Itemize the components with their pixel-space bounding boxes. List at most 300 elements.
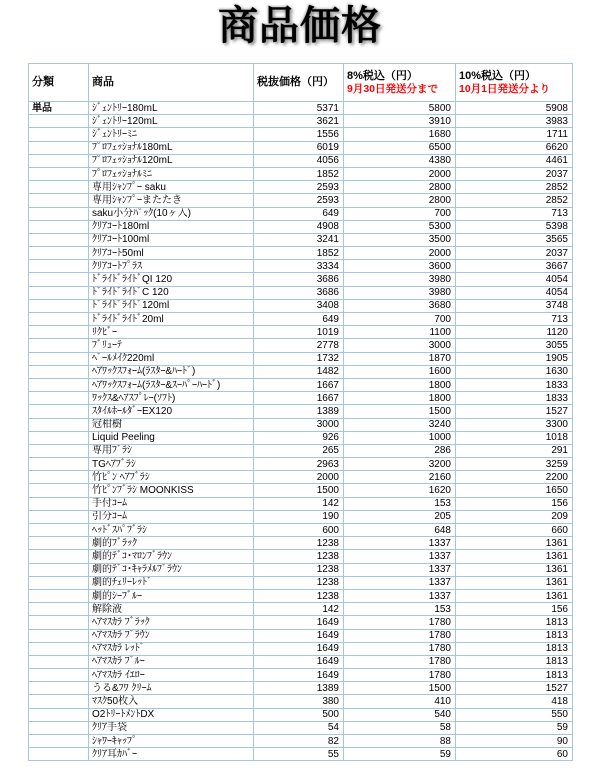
- tax10-price-cell: 1361: [456, 550, 573, 563]
- category-cell: [29, 418, 89, 431]
- product-cell: ﾍﾞｰﾙﾒｲｸ220ml: [89, 352, 254, 365]
- tax8-price-cell: 1780: [344, 655, 456, 668]
- category-cell: [29, 286, 89, 299]
- tax10-price-cell: 59: [456, 721, 573, 734]
- tax8-price-cell: 1870: [344, 352, 456, 365]
- table-row: [29, 233, 573, 246]
- table-row: [29, 708, 573, 721]
- product-cell: ﾜｯｸｽ&ﾍｱｽﾌﾟﾚｰ(ｿﾌﾄ): [89, 392, 254, 405]
- product-cell: ｸﾘｱ耳ｶﾊﾞｰ: [89, 748, 254, 761]
- tax8-price-cell: 3980: [344, 286, 456, 299]
- price-ex-tax-cell: 3621: [254, 115, 344, 128]
- tax10-price-cell: 1361: [456, 537, 573, 550]
- price-ex-tax-cell: 55: [254, 748, 344, 761]
- category-cell: [29, 154, 89, 167]
- product-cell: ｸﾘｱｺｰﾄ50ml: [89, 247, 254, 260]
- tax10-price-cell: 1813: [456, 669, 573, 682]
- tax10-price-cell: 1361: [456, 563, 573, 576]
- table-row: [29, 154, 573, 167]
- table-row: [29, 220, 573, 233]
- price-ex-tax-cell: 1238: [254, 550, 344, 563]
- tax8-price-cell: 6500: [344, 141, 456, 154]
- category-cell: [29, 207, 89, 220]
- table-row: [29, 603, 573, 616]
- product-cell: ﾍｱﾜｯｸｽﾌｫｰﾑ(ﾗｽﾀｰ&ﾊｰﾄﾞ): [89, 365, 254, 378]
- product-cell: TGﾍｱﾌﾞﾗｼ: [89, 458, 254, 471]
- product-cell: ﾍｱﾜｯｸｽﾌｫｰﾑ(ﾗｽﾀｰ&ｽｰﾊﾟｰﾊｰﾄﾞ): [89, 378, 254, 391]
- price-ex-tax-cell: 3000: [254, 418, 344, 431]
- table-row: [29, 431, 573, 444]
- category-cell: [29, 431, 89, 444]
- category-cell: [29, 181, 89, 194]
- tax8-price-cell: 1500: [344, 682, 456, 695]
- tax8-price-cell: 153: [344, 603, 456, 616]
- header-tax8: [344, 64, 456, 102]
- product-cell: saku小分ﾊﾟｯｸ(10ヶ入): [89, 207, 254, 220]
- product-cell: 劇的ﾃﾞｺ･ﾏﾛﾝﾌﾞﾗｳﾝ: [89, 550, 254, 563]
- table-row: [29, 748, 573, 761]
- tax10-price-cell: 1018: [456, 431, 573, 444]
- price-ex-tax-cell: 2593: [254, 194, 344, 207]
- price-ex-tax-cell: 82: [254, 735, 344, 748]
- product-cell: 専用ｼｬﾝﾌﾟｰまたたき: [89, 194, 254, 207]
- tax8-price-cell: 540: [344, 708, 456, 721]
- category-cell: [29, 458, 89, 471]
- product-cell: うる&ﾌﾜ ｸﾘｰﾑ: [89, 682, 254, 695]
- category-cell: [29, 695, 89, 708]
- table-row: [29, 642, 573, 655]
- product-cell: ｼｬﾜｰｷｬｯﾌﾟ: [89, 735, 254, 748]
- table-row: [29, 510, 573, 523]
- price-ex-tax-cell: 3334: [254, 260, 344, 273]
- tax8-price-cell: 2000: [344, 247, 456, 260]
- category-cell: [29, 339, 89, 352]
- product-cell: ﾌﾟﾛﾌｪｯｼｮﾅﾙﾐﾆ: [89, 167, 254, 180]
- tax8-price-cell: 153: [344, 497, 456, 510]
- tax8-price-cell: 4380: [344, 154, 456, 167]
- category-cell: [29, 233, 89, 246]
- tax10-price-cell: 1833: [456, 392, 573, 405]
- product-cell: 引分ｺｰﾑ: [89, 510, 254, 523]
- price-ex-tax-cell: 5371: [254, 102, 344, 115]
- price-ex-tax-cell: 142: [254, 497, 344, 510]
- category-cell: [29, 365, 89, 378]
- tax8-price-cell: 1000: [344, 431, 456, 444]
- category-cell: [29, 655, 89, 668]
- table-row: [29, 458, 573, 471]
- table-row: [29, 194, 573, 207]
- price-ex-tax-cell: 1019: [254, 326, 344, 339]
- category-cell: [29, 629, 89, 642]
- tax8-price-cell: 2800: [344, 181, 456, 194]
- tax8-price-cell: 1337: [344, 576, 456, 589]
- price-ex-tax-cell: 3686: [254, 286, 344, 299]
- tax10-price-cell: 4054: [456, 286, 573, 299]
- table-row: [29, 418, 573, 431]
- price-ex-tax-cell: 1852: [254, 247, 344, 260]
- tax8-price-cell: 5800: [344, 102, 456, 115]
- tax10-price-cell: 3748: [456, 299, 573, 312]
- category-cell: [29, 326, 89, 339]
- price-ex-tax-cell: 6019: [254, 141, 344, 154]
- table-row: [29, 695, 573, 708]
- table-row: [29, 102, 573, 115]
- category-cell: [29, 484, 89, 497]
- product-cell: Liquid Peeling: [89, 431, 254, 444]
- table-row: [29, 589, 573, 602]
- table-row: [29, 260, 573, 273]
- tax8-price-cell: 58: [344, 721, 456, 734]
- product-cell: 劇的ｼｰﾌﾞﾙｰ: [89, 589, 254, 602]
- price-ex-tax-cell: 1852: [254, 167, 344, 180]
- price-ex-tax-cell: 1238: [254, 563, 344, 576]
- category-cell: [29, 273, 89, 286]
- price-ex-tax-cell: 1732: [254, 352, 344, 365]
- product-cell: ﾄﾞﾗｲﾄﾞﾗｲﾄﾞC 120: [89, 286, 254, 299]
- product-cell: 冠柑樹: [89, 418, 254, 431]
- header-tax10: [456, 64, 573, 102]
- tax10-price-cell: 2852: [456, 181, 573, 194]
- category-cell: 単品: [29, 102, 89, 115]
- tax10-price-cell: 3259: [456, 458, 573, 471]
- product-cell: ﾍｱﾏｽｶﾗ ﾌﾞﾙｰ: [89, 655, 254, 668]
- tax10-price-cell: 1905: [456, 352, 573, 365]
- tax10-price-cell: 156: [456, 603, 573, 616]
- tax10-price-cell: 1361: [456, 589, 573, 602]
- category-cell: [29, 115, 89, 128]
- product-cell: 劇的ﾌﾞﾗｯｸ: [89, 537, 254, 550]
- product-cell: 竹ﾋﾟﾝﾌﾞﾗｼ MOONKISS: [89, 484, 254, 497]
- category-cell: [29, 378, 89, 391]
- tax8-price-cell: 3240: [344, 418, 456, 431]
- tax8-price-cell: 1500: [344, 405, 456, 418]
- tax10-price-cell: 2852: [456, 194, 573, 207]
- category-cell: [29, 167, 89, 180]
- tax10-price-cell: 5398: [456, 220, 573, 233]
- product-cell: O2ﾄﾘｰﾄﾒﾝﾄDX: [89, 708, 254, 721]
- table-row: [29, 128, 573, 141]
- header-price-ex-tax: [254, 64, 344, 102]
- tax8-price-cell: 1800: [344, 392, 456, 405]
- product-cell: 竹ﾋﾟﾝ ﾍｱﾌﾞﾗｼ: [89, 471, 254, 484]
- table-row: [29, 735, 573, 748]
- tax8-price-cell: 3500: [344, 233, 456, 246]
- price-ex-tax-cell: 500: [254, 708, 344, 721]
- table-row: [29, 339, 573, 352]
- price-ex-tax-cell: 3408: [254, 299, 344, 312]
- price-ex-tax-cell: 649: [254, 313, 344, 326]
- tax10-price-cell: 4054: [456, 273, 573, 286]
- tax10-price-cell: 713: [456, 207, 573, 220]
- price-ex-tax-cell: 265: [254, 444, 344, 457]
- table-row: [29, 115, 573, 128]
- tax10-price-cell: 1813: [456, 616, 573, 629]
- table-row: [29, 181, 573, 194]
- table-row: [29, 444, 573, 457]
- tax8-price-cell: 1780: [344, 642, 456, 655]
- tax10-price-cell: 713: [456, 313, 573, 326]
- category-cell: [29, 260, 89, 273]
- product-cell: ﾌﾟﾛﾌｪｯｼｮﾅﾙ120mL: [89, 154, 254, 167]
- tax8-price-cell: 1600: [344, 365, 456, 378]
- price-table-body: [29, 102, 573, 761]
- price-ex-tax-cell: 3241: [254, 233, 344, 246]
- header-row: [29, 64, 573, 102]
- product-cell: ｽﾀｲﾙﾎｰﾙﾀﾞｰEX120: [89, 405, 254, 418]
- product-cell: ｸﾘｱ手袋: [89, 721, 254, 734]
- price-ex-tax-cell: 1500: [254, 484, 344, 497]
- category-cell: [29, 576, 89, 589]
- tax10-price-cell: 418: [456, 695, 573, 708]
- category-cell: [29, 735, 89, 748]
- price-ex-tax-cell: 1238: [254, 576, 344, 589]
- price-ex-tax-cell: 2593: [254, 181, 344, 194]
- category-cell: [29, 616, 89, 629]
- tax10-price-cell: 1813: [456, 629, 573, 642]
- tax10-price-cell: 2200: [456, 471, 573, 484]
- category-cell: [29, 603, 89, 616]
- product-cell: ｼﾞｪﾝﾄﾘｰ180mL: [89, 102, 254, 115]
- category-cell: [29, 537, 89, 550]
- header-tax8-label: 8%税込（円）: [347, 69, 418, 82]
- table-row: [29, 550, 573, 563]
- tax10-price-cell: 60: [456, 748, 573, 761]
- tax10-price-cell: 1361: [456, 576, 573, 589]
- table-row: [29, 655, 573, 668]
- tax10-price-cell: 3055: [456, 339, 573, 352]
- table-row: [29, 247, 573, 260]
- tax8-price-cell: 410: [344, 695, 456, 708]
- tax10-price-cell: 6620: [456, 141, 573, 154]
- category-cell: [29, 563, 89, 576]
- tax10-price-cell: 1711: [456, 128, 573, 141]
- tax8-price-cell: 1680: [344, 128, 456, 141]
- tax8-price-cell: 5300: [344, 220, 456, 233]
- price-ex-tax-cell: 1238: [254, 537, 344, 550]
- category-cell: [29, 497, 89, 510]
- header-price-ex-tax-label: 税抜価格（円）: [257, 76, 334, 89]
- table-row: [29, 365, 573, 378]
- table-row: [29, 167, 573, 180]
- header-category-label: 分類: [32, 76, 54, 89]
- tax10-price-cell: 1833: [456, 378, 573, 391]
- tax8-price-cell: 3680: [344, 299, 456, 312]
- tax10-price-cell: 3667: [456, 260, 573, 273]
- tax8-price-cell: 205: [344, 510, 456, 523]
- category-cell: [29, 392, 89, 405]
- tax10-price-cell: 1650: [456, 484, 573, 497]
- table-row: [29, 471, 573, 484]
- tax10-price-cell: 291: [456, 444, 573, 457]
- category-cell: [29, 471, 89, 484]
- price-ex-tax-cell: 649: [254, 207, 344, 220]
- product-cell: 劇的ﾁｪﾘｰﾚｯﾄﾞ: [89, 576, 254, 589]
- product-cell: ﾍｯﾄﾞｽﾊﾟﾌﾞﾗｼ: [89, 524, 254, 537]
- price-table: [28, 63, 573, 761]
- product-cell: 劇的ﾃﾞｺ･ｷｬﾗﾒﾙﾌﾞﾗｳﾝ: [89, 563, 254, 576]
- header-category: [29, 64, 89, 102]
- category-cell: [29, 247, 89, 260]
- price-ex-tax-cell: 54: [254, 721, 344, 734]
- category-cell: [29, 682, 89, 695]
- table-row: [29, 484, 573, 497]
- price-ex-tax-cell: 2000: [254, 471, 344, 484]
- category-cell: [29, 128, 89, 141]
- price-ex-tax-cell: 1649: [254, 642, 344, 655]
- table-row: [29, 669, 573, 682]
- product-cell: ｸﾘｱｺｰﾄ100ml: [89, 233, 254, 246]
- tax10-price-cell: 660: [456, 524, 573, 537]
- table-row: [29, 352, 573, 365]
- price-ex-tax-cell: 380: [254, 695, 344, 708]
- price-ex-tax-cell: 600: [254, 524, 344, 537]
- category-cell: [29, 748, 89, 761]
- header-tax10-note: 10月1日発送分より: [459, 82, 551, 95]
- product-cell: ﾍｱﾏｽｶﾗ ﾚｯﾄﾞ: [89, 642, 254, 655]
- category-cell: [29, 721, 89, 734]
- tax10-price-cell: 550: [456, 708, 573, 721]
- price-ex-tax-cell: 1649: [254, 655, 344, 668]
- tax10-price-cell: 1630: [456, 365, 573, 378]
- table-row: [29, 207, 573, 220]
- product-cell: ﾘｸﾋﾞｰ: [89, 326, 254, 339]
- category-cell: [29, 669, 89, 682]
- tax10-price-cell: 1527: [456, 682, 573, 695]
- table-row: [29, 141, 573, 154]
- table-row: [29, 405, 573, 418]
- tax8-price-cell: 3000: [344, 339, 456, 352]
- tax10-price-cell: 2037: [456, 247, 573, 260]
- tax8-price-cell: 2000: [344, 167, 456, 180]
- category-cell: [29, 589, 89, 602]
- tax8-price-cell: 648: [344, 524, 456, 537]
- tax8-price-cell: 3910: [344, 115, 456, 128]
- table-row: [29, 576, 573, 589]
- tax8-price-cell: 1800: [344, 378, 456, 391]
- tax8-price-cell: 3600: [344, 260, 456, 273]
- tax8-price-cell: 59: [344, 748, 456, 761]
- price-table-header: [29, 64, 573, 102]
- category-cell: [29, 352, 89, 365]
- product-cell: ﾏｽｸ50枚入: [89, 695, 254, 708]
- product-cell: 解除液: [89, 603, 254, 616]
- category-cell: [29, 708, 89, 721]
- table-row: [29, 313, 573, 326]
- table-row: [29, 629, 573, 642]
- tax10-price-cell: 1120: [456, 326, 573, 339]
- table-row: [29, 682, 573, 695]
- tax8-price-cell: 2160: [344, 471, 456, 484]
- price-ex-tax-cell: 142: [254, 603, 344, 616]
- tax10-price-cell: 2037: [456, 167, 573, 180]
- category-cell: [29, 141, 89, 154]
- tax8-price-cell: 3200: [344, 458, 456, 471]
- table-row: [29, 326, 573, 339]
- tax10-price-cell: 4461: [456, 154, 573, 167]
- category-cell: [29, 313, 89, 326]
- product-cell: ﾌﾞﾘｭｰﾃ: [89, 339, 254, 352]
- table-row: [29, 616, 573, 629]
- tax8-price-cell: 700: [344, 207, 456, 220]
- product-cell: ｸﾘｱｺｰﾄ180ml: [89, 220, 254, 233]
- price-ex-tax-cell: 1667: [254, 392, 344, 405]
- product-cell: ﾌﾟﾛﾌｪｯｼｮﾅﾙ180mL: [89, 141, 254, 154]
- table-row: [29, 537, 573, 550]
- header-tax10-label: 10%税込（円）: [459, 69, 537, 82]
- header-product-label: 商品: [92, 76, 114, 89]
- table-row: [29, 563, 573, 576]
- category-cell: [29, 444, 89, 457]
- table-row: [29, 721, 573, 734]
- table-row: [29, 286, 573, 299]
- category-cell: [29, 642, 89, 655]
- category-cell: [29, 550, 89, 563]
- price-ex-tax-cell: 1556: [254, 128, 344, 141]
- tax8-price-cell: 1337: [344, 537, 456, 550]
- category-cell: [29, 405, 89, 418]
- price-ex-tax-cell: 926: [254, 431, 344, 444]
- product-cell: ｸﾘｱｺｰﾄﾌﾟﾗｽ: [89, 260, 254, 273]
- tax8-price-cell: 1337: [344, 550, 456, 563]
- price-ex-tax-cell: 1389: [254, 405, 344, 418]
- page-title: 商品価格: [218, 4, 382, 48]
- tax8-price-cell: 1100: [344, 326, 456, 339]
- header-tax8-note: 9月30日発送分まで: [347, 82, 439, 95]
- category-cell: [29, 220, 89, 233]
- tax10-price-cell: 3565: [456, 233, 573, 246]
- price-ex-tax-cell: 4908: [254, 220, 344, 233]
- product-cell: 専用ﾌﾞﾗｼ: [89, 444, 254, 457]
- product-cell: 手付ｺｰﾑ: [89, 497, 254, 510]
- product-cell: ﾍｱﾏｽｶﾗ ﾌﾞﾗｳﾝ: [89, 629, 254, 642]
- tax8-price-cell: 1780: [344, 629, 456, 642]
- price-ex-tax-cell: 1649: [254, 629, 344, 642]
- tax8-price-cell: 88: [344, 735, 456, 748]
- category-cell: [29, 510, 89, 523]
- price-ex-tax-cell: 1667: [254, 378, 344, 391]
- price-ex-tax-cell: 1649: [254, 616, 344, 629]
- tax10-price-cell: 156: [456, 497, 573, 510]
- tax10-price-cell: 3983: [456, 115, 573, 128]
- tax8-price-cell: 3980: [344, 273, 456, 286]
- price-ex-tax-cell: 3686: [254, 273, 344, 286]
- tax8-price-cell: 1780: [344, 669, 456, 682]
- tax10-price-cell: 209: [456, 510, 573, 523]
- category-cell: [29, 194, 89, 207]
- category-cell: [29, 524, 89, 537]
- tax8-price-cell: 1337: [344, 589, 456, 602]
- price-ex-tax-cell: 2963: [254, 458, 344, 471]
- tax8-price-cell: 1337: [344, 563, 456, 576]
- product-cell: ﾄﾞﾗｲﾄﾞﾗｲﾄﾞ20ml: [89, 313, 254, 326]
- table-row: [29, 273, 573, 286]
- product-cell: 専用ｼｬﾝﾌﾟｰ saku: [89, 181, 254, 194]
- price-ex-tax-cell: 1238: [254, 589, 344, 602]
- tax8-price-cell: 1780: [344, 616, 456, 629]
- price-ex-tax-cell: 190: [254, 510, 344, 523]
- product-cell: ｼﾞｪﾝﾄﾘｰﾐﾆ: [89, 128, 254, 141]
- tax10-price-cell: 5908: [456, 102, 573, 115]
- table-row: [29, 392, 573, 405]
- price-ex-tax-cell: 1649: [254, 669, 344, 682]
- tax8-price-cell: 700: [344, 313, 456, 326]
- tax8-price-cell: 2800: [344, 194, 456, 207]
- price-ex-tax-cell: 4056: [254, 154, 344, 167]
- category-cell: [29, 299, 89, 312]
- header-product: [89, 64, 254, 102]
- price-ex-tax-cell: 1482: [254, 365, 344, 378]
- product-cell: ﾄﾞﾗｲﾄﾞﾗｲﾄﾞ120ml: [89, 299, 254, 312]
